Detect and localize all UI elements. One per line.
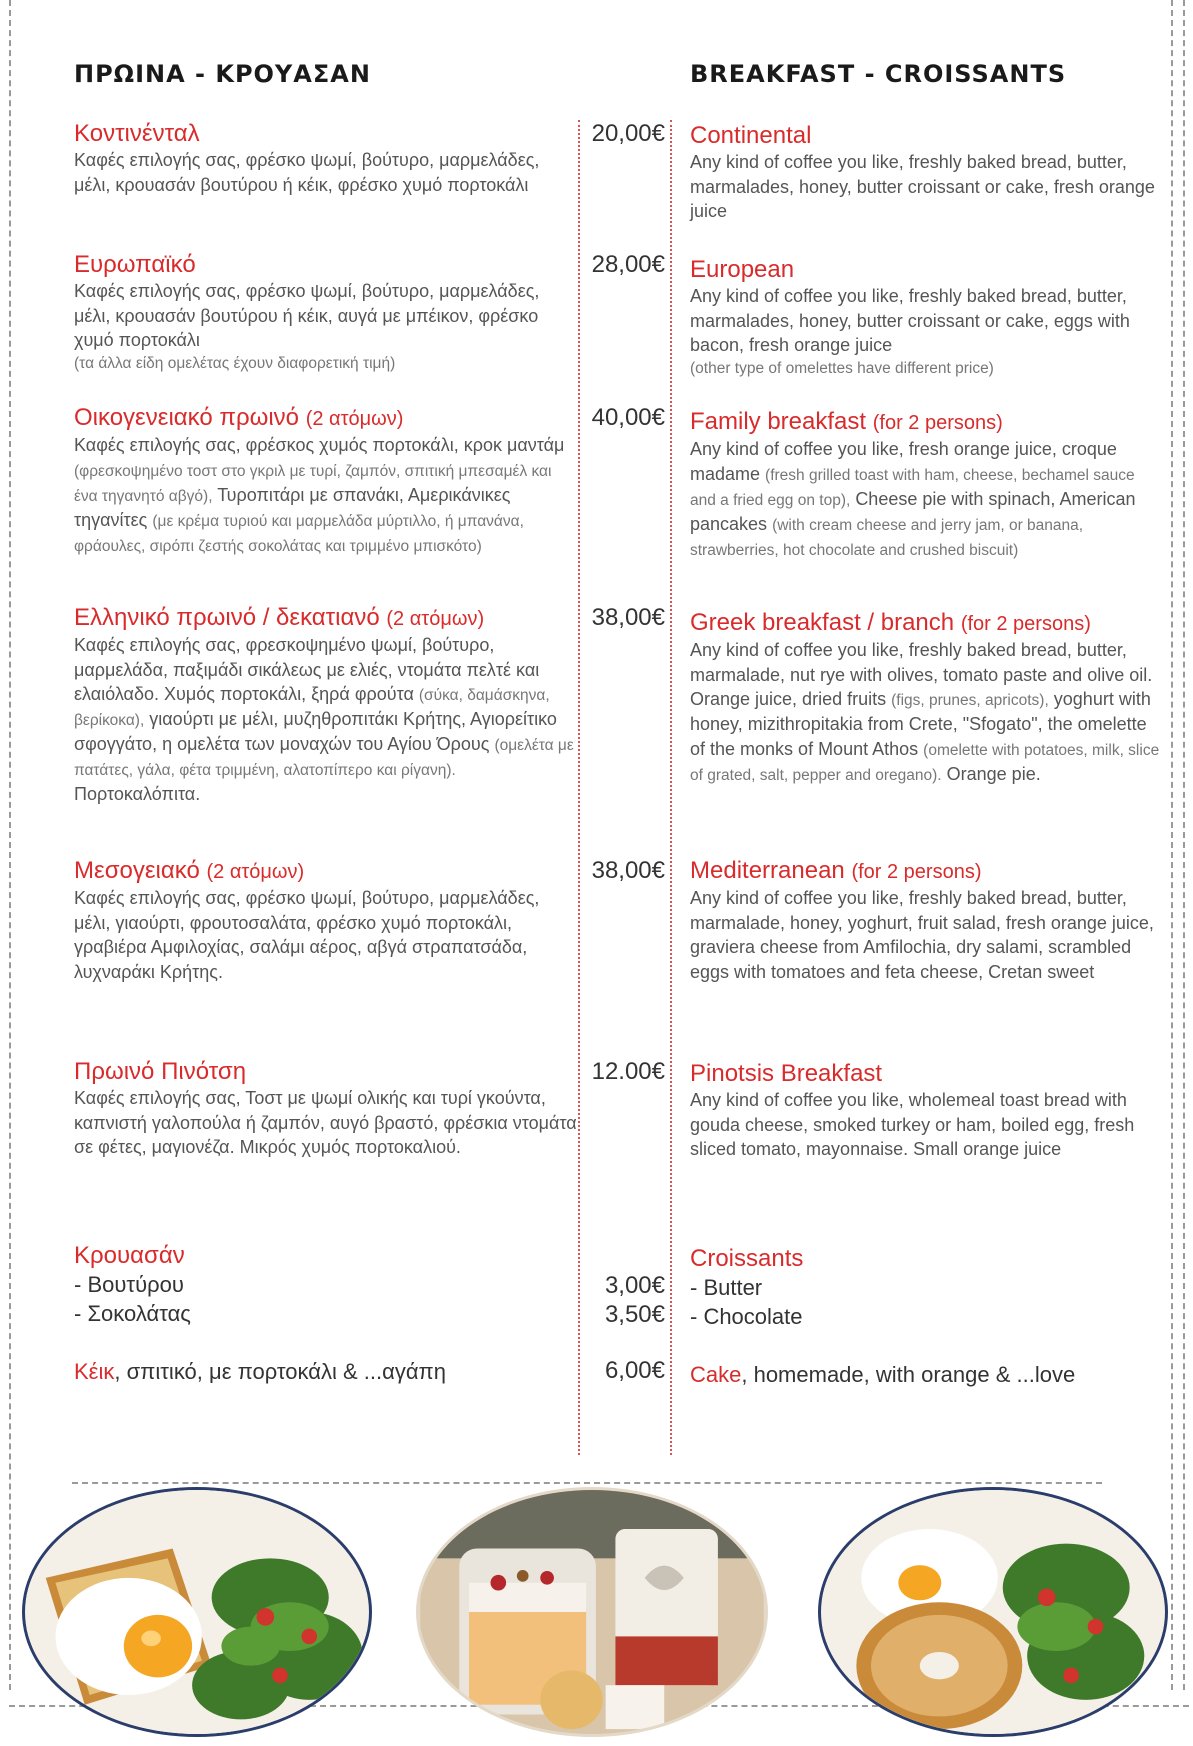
item-title: Κοντινένταλ [74,120,200,147]
desc-text: Καφές επιλογής σας, φρέσκος χυμός πορτοκάλι, κροκ μαντάμ [74,435,565,455]
menu-item-english [690,408,1160,562]
item-description [690,638,1160,787]
item-description: Any kind of coffee you like, freshly baked bread, butter, marmalades, honey, butter croissant or cake, fresh orange juice [690,152,1155,221]
menu-item-english [690,1060,1160,1162]
page-border-left [9,0,11,1690]
desc-text: Τυροπιτάρι με σπανάκι, Αμερικάνικες τηγανίτες [74,484,511,530]
english-heading: BREAKFAST - CROISSANTS [690,60,1067,88]
item-title-subtitle: (2 ατόμων) [305,408,404,430]
item-description: Καφές επιλογής σας, φρέσκο ψωμί, βούτυρο, μαρμελάδες, μέλι, γιαούρτι, φρουτοσαλάτα, φρέσκο χυμό πορτοκάλι, γραβιέρα Αμφιλοχίας, σαλάμι αέρος, αβγά στραπατσάδα, λυχναράκι Κρήτης. [74,888,540,982]
cake-description: , σπιτικό, με πορτοκάλι & ...αγάπη [114,1359,446,1384]
item-title-text: Ελληνικό πρωινό / δεκατιανό [74,604,380,631]
item-price: 38,00€ [591,857,665,884]
menu-item-english [690,609,1160,787]
croissants-title: Croissants [690,1245,804,1272]
item-note: (τα άλλα είδη ομελέτας έχουν διαφορετική τιμή) [74,354,396,372]
item-title-subtitle: (2 ατόμων) [206,861,305,883]
menu-item-greek [74,604,579,807]
item-description [690,437,1160,562]
croissant-option: - Σοκολάτας [74,1301,191,1326]
menu-item-english [690,857,1160,984]
desc-note: (with cream cheese and jerry jam, or banana, strawberries, hot chocolate and crushed biscuit) [690,516,1084,559]
item-title-subtitle: (for 2 persons) [960,613,1091,635]
desc-note: (ομελέτα με πατάτες, γάλα, φέτα τριμμένη, αλατοπίπερο και ρίγανη). [74,737,574,779]
croissants-title: Κρουασάν [74,1242,185,1269]
croissants-greek [74,1242,579,1328]
item-price: 20,00€ [591,120,665,147]
cake-greek [74,1357,579,1386]
item-title-text: Μεσογειακό [74,857,200,884]
item-title: Continental [690,122,812,149]
menu-item-english [690,256,1160,380]
menu-item-greek [74,1058,579,1160]
croissant-option: - Chocolate [690,1304,803,1329]
desc-text: γιαούρτι με μέλι, μυζηθροπιτάκι Κρήτης, Αγιορείτικο σφογγάτο, η ομελέτα των μοναχών του Αγίου Όρους [74,709,557,754]
item-description: Καφές επιλογής σας, φρέσκο ψωμί, βούτυρο, μαρμελάδες, μέλι, κρουασάν βουτύρου ή κέικ, φρέσκο χυμό πορτοκάλι [74,150,540,195]
desc-note: (fresh grilled toast with ham, cheese, bechamel sauce and a fried egg on top), [690,466,1135,509]
desc-note: (figs, prunes, apricots), [891,692,1049,709]
greek-heading: ΠΡΩΙΝΑ - ΚΡΟΥΑΣΑΝ [74,60,371,88]
item-title-text: Οικογενειακό πρωινό [74,404,300,431]
item-price: 12.00€ [591,1058,665,1085]
bagel-egg-illustration [821,1490,1165,1734]
item-price: 40,00€ [591,404,665,431]
item-title-subtitle: (for 2 persons) [872,412,1003,434]
croissant-price: 3,50€ [604,1301,665,1328]
item-title: Pinotsis Breakfast [690,1060,883,1087]
yogurt-jar-illustration [419,1490,765,1734]
page-border-right-outer [1183,0,1185,1690]
item-title [690,609,1160,638]
menu-item-greek [74,120,579,197]
yogurt-jar-photo [416,1487,768,1737]
cake-title: Cake [690,1362,742,1387]
desc-note: (omelette with potatoes, milk, slice of grated, salt, pepper and oregano). [690,741,1160,784]
item-title [74,857,579,886]
item-title-text: Mediterranean [690,857,845,884]
item-title: Ευρωπαϊκό [74,251,196,278]
croque-madame-illustration [25,1490,369,1734]
desc-text: Καφές επιλογής σας, φρεσκοψημένο ψωμί, βούτυρο, μαρμελάδα, παξιμάδι σικάλεως με ελιές, ντομάτα πελτέ και ελαιόλαδο. Χυμός πορτοκάλι, ξηρά φρούτα [74,635,540,704]
menu-item-greek [74,404,579,558]
item-description: Any kind of coffee you like, wholemeal toast bread with gouda cheese, smoked turkey or ham, boiled egg, fresh sliced tomato, mayonnaise. Small orange juice [690,1090,1135,1159]
desc-text: Πορτοκαλόπιτα. [74,784,201,804]
item-description: Καφές επιλογής σας, Τοστ με ψωμί ολικής και τυρί γκούντα, καπνιστή γαλοπούλα ή ζαμπόν, αυγό βραστό, φρέσκια ντομάτα σε φέτες, μαγιονέζα. Μικρός χυμός πορτοκαλιού. [74,1088,577,1157]
menu-item-english [690,122,1160,224]
item-description: Any kind of coffee you like, freshly baked bread, butter, marmalades, honey, butter croissant or cake, eggs with bacon, fresh orange juice [690,286,1130,355]
desc-note: (φρεσκοψημένο τοστ στο γκριλ με τυρί, ζαμπόν, σπιτική μπεσαμέλ και ένα τηγανητό αβγό), [74,462,552,505]
item-title: Πρωινό Πινότση [74,1058,247,1085]
item-description: Καφές επιλογής σας, φρέσκο ψωμί, βούτυρο, μαρμελάδες, μέλι, κρουασάν βουτύρου ή κέικ, αυγά με μπέικον, φρέσκο χυμό πορτοκάλι [74,281,540,350]
croissant-option: - Butter [690,1275,763,1300]
item-title [74,404,579,433]
croissant-option: - Βουτύρου [74,1272,184,1297]
cake-title: Κέικ [74,1359,115,1384]
cake-price: 6,00€ [604,1357,665,1384]
desc-text: Any kind of coffee you like, freshly baked bread, butter, marmalade, nut rye with olives, tomato paste and olive oil. Orange juice, dried fruits [690,640,1153,709]
croque-madame-photo [22,1487,372,1737]
item-title: European [690,256,795,283]
cake-english [690,1360,1160,1389]
item-title [690,857,1160,886]
item-description [74,433,579,558]
desc-text: yoghurt with honey, mizithropitakia from Crete, "Sfogato", the omelette of the monks of Mount Athos [690,689,1151,759]
croissant-price: 3,00€ [604,1272,665,1299]
item-title-subtitle: (for 2 persons) [851,861,982,883]
desc-text: Cheese pie with spinach, American pancakes [690,488,1136,534]
desc-note: (με κρέμα τυριού και μαρμελάδα μύρτιλλο, ή μπανάνα, φράουλες, σιρόπι ζεστής σοκολάτας και τριμμένο μπισκότο) [74,512,524,555]
item-price: 38,00€ [591,604,665,631]
cake-description: , homemade, with orange & ...love [741,1362,1076,1387]
item-title [690,408,1160,437]
item-note: (other type of omelettes have different price) [690,359,994,377]
menu-item-greek [74,251,579,375]
bagel-egg-photo [818,1487,1168,1737]
croissants-english [690,1245,1160,1331]
item-title-subtitle: (2 ατόμων) [386,608,485,630]
item-title [74,604,579,633]
desc-text: Any kind of coffee you like, fresh orange juice, croque madame [690,439,1117,484]
price-divider-right [670,120,672,1455]
desc-text: Orange pie. [946,763,1041,784]
item-description [74,633,579,807]
item-description: Any kind of coffee you like, freshly baked bread, butter, marmalade, honey, yoghurt, fruit salad, fresh orange juice, graviera cheese from Amfilochia, dry salami, scrambled eggs with tomatoes and feta cheese, Cretan sweet [690,888,1154,982]
item-title-text: Family breakfast [690,408,867,435]
page-border-right [1171,0,1173,1690]
menu-item-greek [74,857,579,984]
desc-note: (σύκα, δαμάσκηνα, βερίκοκα), [74,687,550,729]
photo-strip-border [72,1482,1102,1484]
item-price: 28,00€ [591,251,665,278]
item-title-text: Greek breakfast / branch [690,609,955,636]
